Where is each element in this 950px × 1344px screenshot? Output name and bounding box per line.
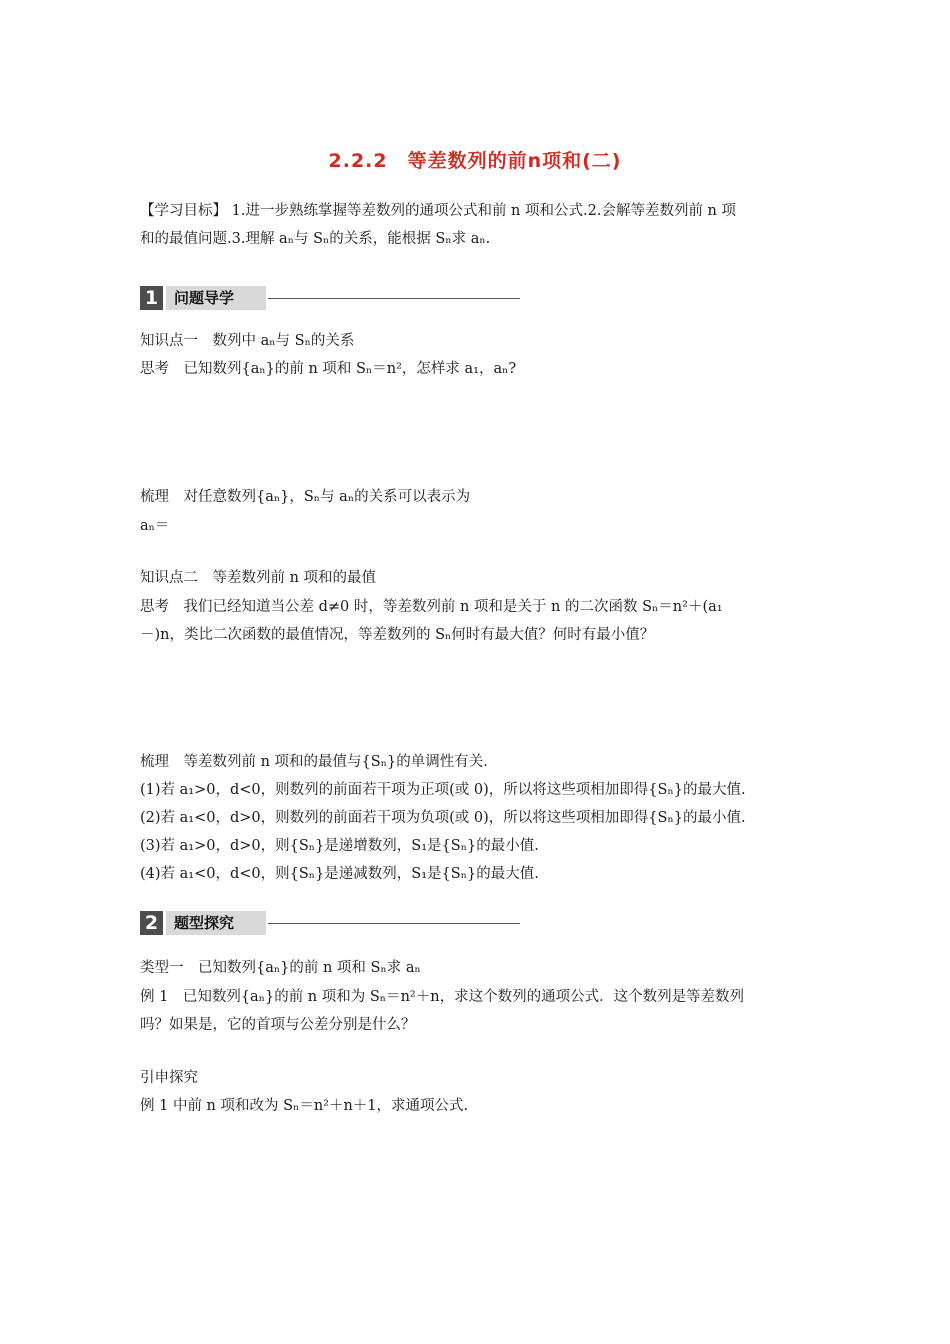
example-1-line-2: 吗？如果是，它的首项与公差分别是什么？ [140, 1017, 416, 1033]
knowledge-point-1-heading: 知识点一 数列中 aₙ与 Sₙ的关系 [140, 333, 355, 349]
monotonicity-case-2: (2)若 a₁<0，d>0，则数列的前面若干项为负项(或 0)，所以将这些项相加即得{Sₙ}的最小值. [140, 810, 746, 826]
section-label: 问题导学 [166, 286, 266, 310]
example-1-line-1: 例 1 已知数列{aₙ}的前 n 项和为 Sₙ＝n²＋n，求这个数列的通项公式．这个数列是等差数列 [140, 989, 745, 1005]
section-number-badge: 1 [140, 286, 163, 310]
learning-objectives-line-2: 和的最值问题.3.理解 aₙ与 Sₙ的关系，能根据 Sₙ求 aₙ. [140, 231, 491, 247]
knowledge-point-1-think: 思考 已知数列{aₙ}的前 n 项和 Sₙ＝n²，怎样求 a₁，aₙ? [140, 361, 517, 377]
page-title: 2.2.2 等差数列的前n项和(二) [328, 150, 622, 172]
monotonicity-case-4: (4)若 a₁<0，d<0，则{Sₙ}是递减数列，S₁是{Sₙ}的最大值. [140, 866, 539, 882]
section-divider [268, 923, 520, 924]
extension-question: 例 1 中前 n 项和改为 Sₙ＝n²＋n＋1，求通项公式. [140, 1098, 469, 1114]
extension-heading: 引申探究 [140, 1070, 198, 1086]
problem-type-1-heading: 类型一 已知数列{aₙ}的前 n 项和 Sₙ求 aₙ [140, 960, 421, 976]
knowledge-point-2-think-line-1: 思考 我们已经知道当公差 d≠0 时，等差数列前 n 项和是关于 n 的二次函数 Sₙ＝n²＋(a₁ [140, 599, 723, 615]
learning-objectives-line-1: 【学习目标】 1.进一步熟练掌握等差数列的通项公式和前 n 项和公式.2.会解等差数列前 n 项 [140, 203, 736, 219]
knowledge-point-2-think-line-2: －)n，类比二次函数的最值情况，等差数列的 Sₙ何时有最大值？何时有最小值？ [140, 627, 655, 643]
section-number-badge: 2 [140, 911, 163, 935]
knowledge-point-1-formula: aₙ＝ [140, 518, 170, 534]
knowledge-point-1-summary: 梳理 对任意数列{aₙ}，Sₙ与 aₙ的关系可以表示为 [140, 489, 471, 505]
section-divider [268, 298, 520, 299]
knowledge-point-2-heading: 知识点二 等差数列前 n 项和的最值 [140, 570, 377, 586]
knowledge-point-2-summary: 梳理 等差数列前 n 项和的最值与{Sₙ}的单调性有关. [140, 754, 488, 770]
monotonicity-case-3: (3)若 a₁>0，d>0，则{Sₙ}是递增数列，S₁是{Sₙ}的最小值. [140, 838, 539, 854]
monotonicity-case-1: (1)若 a₁>0，d<0，则数列的前面若干项为正项(或 0)，所以将这些项相加即得{Sₙ}的最大值. [140, 782, 746, 798]
section-label: 题型探究 [166, 911, 266, 935]
